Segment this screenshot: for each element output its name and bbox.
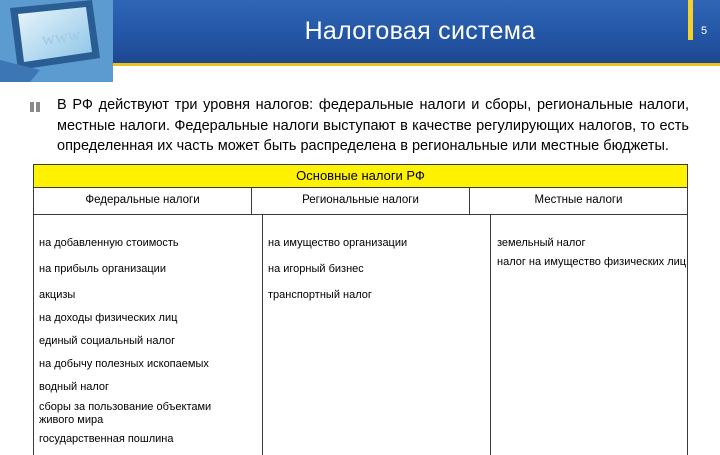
bullet-text: В РФ действуют три уровня налогов: федеральные налоги и сборы, региональные налоги, местные налоги. Федеральные налоги выступают в качестве регулирующих налогов, то есть определенная их часть может быть распределена в региональные или местные бюджеты. (57, 97, 689, 155)
table-column-headers (33, 188, 688, 215)
slide-title: Налоговая система (304, 17, 536, 45)
column-header-regional: Региональные налоги (252, 188, 470, 214)
column-divider (262, 215, 263, 455)
table-header: Основные налоги РФ (33, 164, 688, 188)
column-header-federal: Федеральные налоги (34, 188, 252, 214)
bullet-icon (30, 102, 40, 112)
local-tax-item: налог на имущество физических лиц (497, 256, 687, 268)
federal-tax-item: акцизы (39, 289, 76, 301)
federal-tax-item: на добавленную стоимость (39, 237, 179, 249)
regional-tax-item: на игорный бизнес (268, 263, 364, 275)
federal-tax-item: на прибыль организации (39, 263, 166, 275)
federal-tax-item: водный налог (39, 381, 110, 393)
federal-tax-item: сборы за пользование объектами живого мира (39, 401, 212, 426)
slide-number: 5 (700, 25, 708, 37)
federal-tax-item: на добычу полезных ископаемых (39, 358, 209, 370)
federal-tax-item: государственная пошлина (39, 433, 174, 445)
header-accent-horizontal-line (113, 63, 720, 66)
www-monitor-logo (0, 0, 113, 82)
local-tax-item: земельный налог (497, 237, 586, 249)
regional-tax-item: на имущество организации (268, 237, 408, 249)
federal-tax-item: единый социальный налог (39, 335, 176, 347)
column-divider (490, 215, 491, 455)
column-header-local: Местные налоги (534, 194, 623, 206)
svg-text:www: www (40, 24, 82, 50)
federal-tax-item: на доходы физических лиц (39, 312, 178, 324)
regional-tax-item: транспортный налог (268, 289, 372, 301)
header-accent-vertical-line (688, 0, 693, 40)
